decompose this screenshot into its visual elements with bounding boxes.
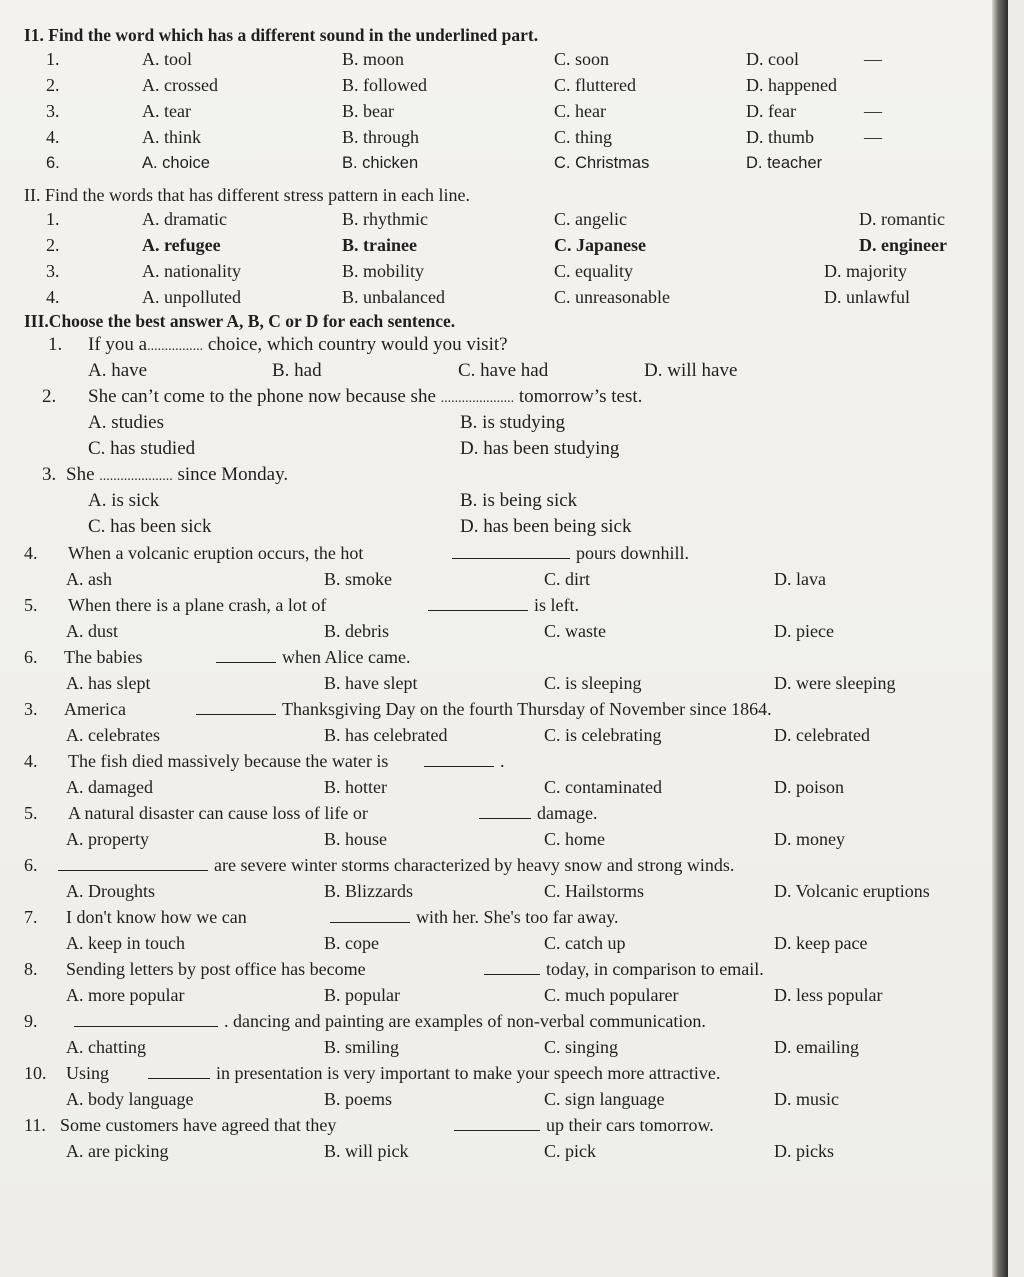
question-post: in presentation is very important to make your speech more attractive. bbox=[216, 1063, 721, 1083]
binder-edge bbox=[992, 0, 1008, 1277]
option-d: D. picks bbox=[774, 1141, 834, 1161]
option-b: B. house bbox=[324, 829, 387, 849]
part2-row bbox=[24, 206, 980, 232]
answer-blank: ..................... bbox=[440, 391, 515, 406]
option-d: D. piece bbox=[774, 621, 834, 641]
option-b: B. trainee bbox=[342, 235, 417, 255]
question-number: 9. bbox=[24, 1011, 38, 1031]
option-c: C. much popularer bbox=[544, 985, 679, 1005]
option-d: D. will have bbox=[644, 360, 738, 381]
question-pre: When a volcanic eruption occurs, the hot bbox=[68, 543, 364, 563]
row-number: 2. bbox=[46, 235, 60, 255]
option-d: D. music bbox=[774, 1089, 839, 1109]
row-number: 1. bbox=[46, 209, 60, 229]
option-b: B. debris bbox=[324, 621, 389, 641]
options-row bbox=[24, 1138, 980, 1164]
option-a: A. has slept bbox=[66, 673, 151, 693]
part1-rows bbox=[24, 46, 980, 176]
question bbox=[24, 748, 980, 774]
question-list bbox=[24, 540, 980, 1164]
option-c: C. sign language bbox=[544, 1089, 665, 1109]
option-b: B. mobility bbox=[342, 261, 425, 281]
question-pre: The fish died massively because the water is bbox=[68, 751, 389, 771]
part2-row bbox=[24, 284, 980, 310]
question-pre: Some customers have agreed that they bbox=[60, 1115, 337, 1135]
question-pre: America bbox=[64, 699, 126, 719]
option-d: D. money bbox=[774, 829, 845, 849]
answer-blank bbox=[330, 906, 410, 923]
option-a: A. Droughts bbox=[66, 881, 155, 901]
pen-mark: — bbox=[864, 101, 882, 121]
answer-blank bbox=[479, 802, 531, 819]
options-row bbox=[24, 488, 980, 514]
options-row bbox=[24, 436, 980, 462]
part3-title: III.Choose the best answer A, B, C or D for each sentence. bbox=[24, 311, 456, 331]
option-b: B. will pick bbox=[324, 1141, 409, 1161]
part2-title: II. Find the words that has different stress pattern in each line. bbox=[24, 185, 471, 205]
option-d: D. teacher bbox=[746, 154, 823, 172]
part2-row bbox=[24, 232, 980, 258]
question-post: is left. bbox=[534, 595, 579, 615]
option-c: C. Japanese bbox=[554, 235, 647, 255]
option-c: C. singing bbox=[544, 1037, 619, 1057]
option-c: C. has been sick bbox=[88, 516, 212, 537]
option-a: A. have bbox=[88, 360, 148, 381]
option-d: D. were sleeping bbox=[774, 673, 896, 693]
option-b: B. had bbox=[272, 360, 322, 381]
option-b: B. chicken bbox=[342, 154, 419, 172]
option-d: D. romantic bbox=[859, 209, 945, 229]
option-b: B. rhythmic bbox=[342, 209, 428, 229]
option-b: B. bear bbox=[342, 101, 394, 121]
question bbox=[24, 696, 980, 722]
question-post: . dancing and painting are examples of non-verbal communication. bbox=[224, 1011, 706, 1031]
option-b: B. hotter bbox=[324, 777, 387, 797]
answer-blank bbox=[484, 958, 540, 975]
part1-row bbox=[24, 72, 980, 98]
option-d: D. lava bbox=[774, 569, 826, 589]
question-text bbox=[66, 462, 288, 490]
question-number: 5. bbox=[24, 803, 38, 823]
question-post: pours downhill. bbox=[576, 543, 690, 563]
option-b: B. through bbox=[342, 127, 420, 147]
option-d: D. engineer bbox=[859, 235, 947, 255]
question-post: with her. She's too far away. bbox=[416, 907, 619, 927]
option-c: C. catch up bbox=[544, 933, 626, 953]
question-post: since Monday. bbox=[172, 464, 289, 485]
option-a: A. more popular bbox=[66, 985, 185, 1005]
question-number: 4. bbox=[24, 751, 38, 771]
question-pre: Using bbox=[66, 1063, 110, 1083]
option-d: D. emailing bbox=[774, 1037, 859, 1057]
option-d: D. fear bbox=[746, 101, 796, 121]
option-a: A. tool bbox=[142, 49, 193, 69]
part2-rows bbox=[24, 206, 980, 310]
option-c: C. is celebrating bbox=[544, 725, 662, 745]
question bbox=[24, 1112, 980, 1138]
question-number: 6. bbox=[24, 647, 38, 667]
options-row bbox=[24, 514, 980, 540]
question bbox=[24, 1008, 980, 1034]
option-a: A. studies bbox=[88, 412, 164, 433]
option-d: D. celebrated bbox=[774, 725, 870, 745]
row-number: 6. bbox=[46, 154, 60, 172]
part2-row bbox=[24, 258, 980, 284]
option-c: C. Christmas bbox=[554, 154, 650, 172]
question-number: 10. bbox=[24, 1063, 47, 1083]
option-b: B. poems bbox=[324, 1089, 393, 1109]
question-post: Thanksgiving Day on the fourth Thursday of November since 1864. bbox=[282, 699, 772, 719]
question bbox=[24, 540, 980, 566]
option-c: C. equality bbox=[554, 261, 633, 281]
option-d: D. unlawful bbox=[824, 287, 910, 307]
part1-title: I1. Find the word which has a different sound in the underlined part. bbox=[24, 25, 539, 45]
question-number: 2. bbox=[42, 386, 57, 407]
options-row bbox=[24, 566, 980, 592]
option-a: A. celebrates bbox=[66, 725, 160, 745]
option-a: A. dramatic bbox=[142, 209, 227, 229]
option-c: C. soon bbox=[554, 49, 610, 69]
options-row bbox=[24, 670, 980, 696]
option-c: C. pick bbox=[544, 1141, 596, 1161]
option-d: D. thumb bbox=[746, 127, 815, 147]
question-post: are severe winter storms characterized by heavy snow and strong winds. bbox=[214, 855, 735, 875]
row-number: 3. bbox=[46, 261, 60, 281]
answer-blank bbox=[424, 750, 494, 767]
option-a: A. think bbox=[142, 127, 202, 147]
question-post: . bbox=[500, 751, 505, 771]
option-a: A. refugee bbox=[142, 235, 221, 255]
option-b: B. unbalanced bbox=[342, 287, 445, 307]
question bbox=[24, 332, 980, 358]
option-a: A. tear bbox=[142, 101, 191, 121]
option-c: C. fluttered bbox=[554, 75, 636, 95]
answer-blank bbox=[428, 594, 528, 611]
row-number: 1. bbox=[46, 49, 60, 69]
option-b: B. have slept bbox=[324, 673, 418, 693]
option-c: C. home bbox=[544, 829, 605, 849]
option-d: D. poison bbox=[774, 777, 845, 797]
question-pre: If you a bbox=[88, 334, 148, 355]
question-post: tomorrow’s test. bbox=[514, 386, 643, 407]
option-c: C. have had bbox=[458, 360, 549, 381]
options-row bbox=[24, 618, 980, 644]
question-pre: She can’t come to the phone now because she bbox=[88, 386, 441, 407]
options-row bbox=[24, 410, 980, 436]
option-d: D. has been being sick bbox=[460, 516, 632, 537]
question bbox=[24, 384, 980, 410]
question bbox=[24, 644, 980, 670]
options-row bbox=[24, 826, 980, 852]
option-d: D. has been studying bbox=[460, 438, 620, 459]
options-row bbox=[24, 1086, 980, 1112]
question-pre: A natural disaster can cause loss of life or bbox=[68, 803, 368, 823]
question-number: 11. bbox=[24, 1115, 46, 1135]
option-a: A. dust bbox=[66, 621, 119, 641]
answer-blank bbox=[148, 1062, 210, 1079]
option-b: B. smoke bbox=[324, 569, 393, 589]
question-number: 1. bbox=[48, 334, 63, 355]
option-c: C. angelic bbox=[554, 209, 627, 229]
option-a: A. crossed bbox=[142, 75, 218, 95]
option-a: A. chatting bbox=[66, 1037, 146, 1057]
row-number: 4. bbox=[46, 287, 60, 307]
option-b: B. followed bbox=[342, 75, 427, 95]
part1-row bbox=[24, 46, 980, 72]
question bbox=[24, 592, 980, 618]
part1-row bbox=[24, 150, 980, 176]
option-d: D. keep pace bbox=[774, 933, 868, 953]
options-row bbox=[24, 1034, 980, 1060]
question-pre: When there is a plane crash, a lot of bbox=[68, 595, 327, 615]
question-number: 5. bbox=[24, 595, 38, 615]
question bbox=[24, 462, 980, 488]
option-b: B. moon bbox=[342, 49, 405, 69]
option-b: B. has celebrated bbox=[324, 725, 448, 745]
options-row bbox=[24, 358, 980, 384]
option-a: A. ash bbox=[66, 569, 112, 589]
option-d: D. happened bbox=[746, 75, 837, 95]
option-c: C. thing bbox=[554, 127, 613, 147]
question-text bbox=[88, 384, 642, 412]
option-c: C. hear bbox=[554, 101, 606, 121]
option-a: A. keep in touch bbox=[66, 933, 185, 953]
option-a: A. nationality bbox=[142, 261, 241, 281]
option-b: B. is studying bbox=[460, 412, 566, 433]
question-pre: The babies bbox=[64, 647, 143, 667]
question-post: damage. bbox=[537, 803, 598, 823]
question-text bbox=[88, 332, 508, 360]
question-pre: Sending letters by post office has become bbox=[66, 959, 366, 979]
question-pre: I don't know how we can bbox=[66, 907, 247, 927]
question-number: 3. bbox=[24, 699, 38, 719]
question-post: up their cars tomorrow. bbox=[546, 1115, 714, 1135]
option-d: D. less popular bbox=[774, 985, 883, 1005]
option-a: A. unpolluted bbox=[142, 287, 241, 307]
options-row bbox=[24, 878, 980, 904]
part1-row bbox=[24, 98, 980, 124]
option-b: B. popular bbox=[324, 985, 400, 1005]
option-d: D. cool bbox=[746, 49, 799, 69]
option-a: A. choice bbox=[142, 154, 210, 172]
question-post: choice, which country would you visit? bbox=[203, 334, 508, 355]
row-number: 3. bbox=[46, 101, 60, 121]
answer-blank bbox=[452, 542, 570, 559]
question-number: 8. bbox=[24, 959, 38, 979]
option-b: B. is being sick bbox=[460, 490, 578, 511]
option-a: A. body language bbox=[66, 1089, 194, 1109]
options-row bbox=[24, 982, 980, 1008]
option-c: C. contaminated bbox=[544, 777, 662, 797]
pen-mark: — bbox=[864, 49, 882, 69]
option-c: C. is sleeping bbox=[544, 673, 642, 693]
option-b: B. cope bbox=[324, 933, 379, 953]
option-d: D. majority bbox=[824, 261, 907, 281]
question bbox=[24, 1060, 980, 1086]
option-c: C. dirt bbox=[544, 569, 591, 589]
answer-blank bbox=[454, 1114, 540, 1131]
question-number: 4. bbox=[24, 543, 38, 563]
question bbox=[24, 800, 980, 826]
answer-blank bbox=[216, 646, 276, 663]
options-row bbox=[24, 774, 980, 800]
option-b: B. Blizzards bbox=[324, 881, 413, 901]
options-row bbox=[24, 722, 980, 748]
pen-mark: — bbox=[864, 127, 882, 147]
spacer bbox=[24, 176, 980, 184]
option-c: C. Hailstorms bbox=[544, 881, 645, 901]
option-c: C. has studied bbox=[88, 438, 196, 459]
option-c: C. unreasonable bbox=[554, 287, 670, 307]
row-number: 4. bbox=[46, 127, 60, 147]
option-a: A. is sick bbox=[88, 490, 160, 511]
question-post: when Alice came. bbox=[282, 647, 411, 667]
row-number: 2. bbox=[46, 75, 60, 95]
option-a: A. damaged bbox=[66, 777, 153, 797]
question bbox=[24, 852, 980, 878]
part1-row bbox=[24, 124, 980, 150]
answer-blank bbox=[74, 1010, 218, 1027]
option-a: A. property bbox=[66, 829, 149, 849]
question-number: 7. bbox=[24, 907, 38, 927]
answer-blank: ..................... bbox=[99, 469, 173, 484]
question-number: 6. bbox=[24, 855, 38, 875]
option-b: B. smiling bbox=[324, 1037, 400, 1057]
question-number: 3. bbox=[42, 464, 57, 485]
option-d: D. Volcanic eruptions bbox=[774, 881, 930, 901]
question-pre: She bbox=[66, 464, 100, 485]
answer-blank bbox=[196, 698, 276, 715]
answer-blank bbox=[58, 854, 208, 871]
option-c: C. waste bbox=[544, 621, 606, 641]
answer-blank: ................ bbox=[147, 339, 204, 354]
question bbox=[24, 904, 980, 930]
option-a: A. are picking bbox=[66, 1141, 169, 1161]
question-post: today, in comparison to email. bbox=[546, 959, 764, 979]
question bbox=[24, 956, 980, 982]
options-row bbox=[24, 930, 980, 956]
